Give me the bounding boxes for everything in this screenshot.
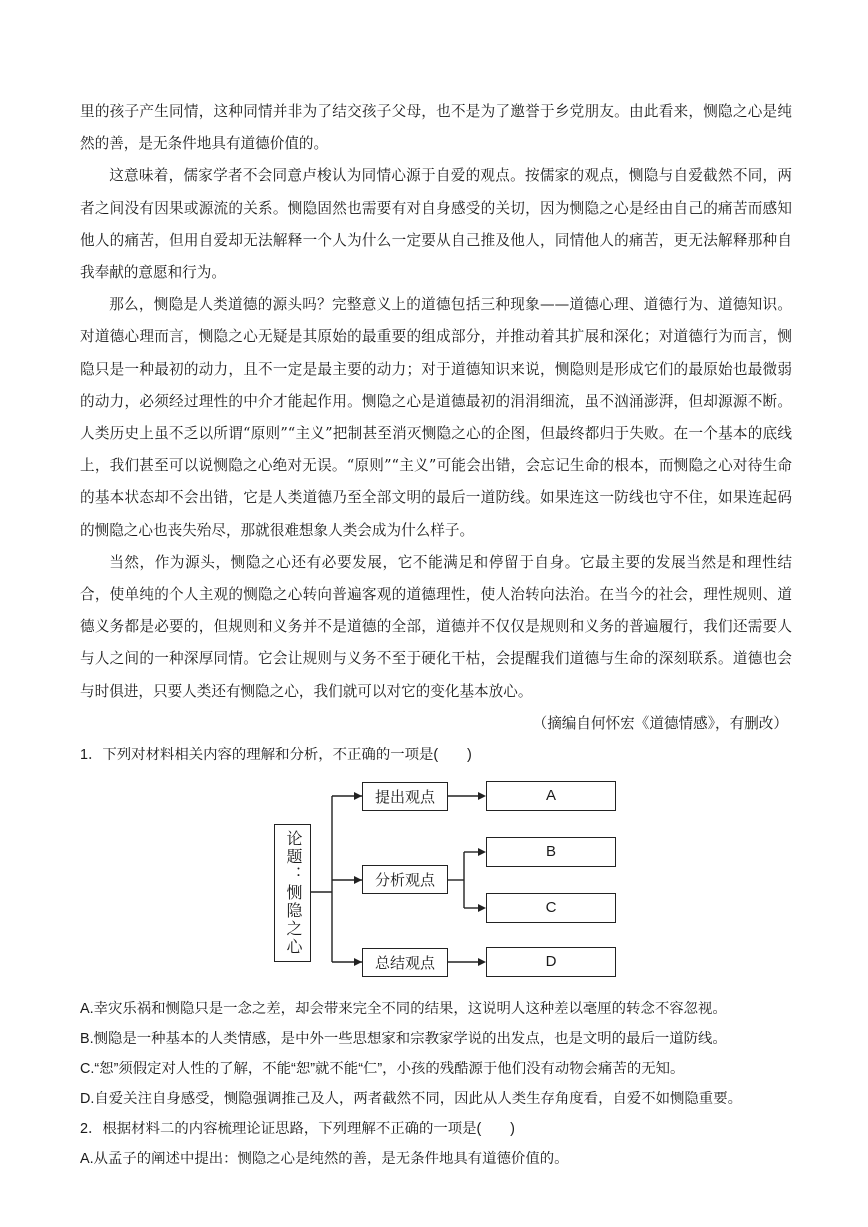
question-1-option-c: C.“恕”须假定对人性的了解，不能“恕”就不能“仁”，小孩的残酷源于他们没有动物会痛苦的无知。 [80,1060,685,1077]
argument-structure-diagram [80,772,792,990]
passage-paragraph-4: 当然，作为源头，恻隐之心还有必要发展，它不能满足和停留于自身。它最主要的发展当然是和理性结合，使单纯的个人主观的恻隐之心转向普遍客观的道德理性，使人治转向法治。在当今的社会，理性规则、道德义务都是必要的，但规则和义务并不是道德的全部，道德并不仅仅是规则和义务的普遍履行，我们还需要人与人之间的一种深厚同情。它会让规则与义务不至于硬化干枯，会提醒我们道德与生命的深刻联系。道德也会与时俱进，只要人类还有恻隐之心，我们就可以对它的变化基本放心。 [80,553,792,700]
question-2-option-a: A.从孟子的阐述中提出：恻隐之心是纯然的善，是无条件地具有道德价值的。 [80,1150,569,1167]
source-citation: （摘编自何怀宏《道德情感》，有删改） [532,714,788,732]
diagram-node-analyze: 分析观点 [362,865,448,894]
passage-paragraph-2: 这意味着，儒家学者不会同意卢梭认为同情心源于自爱的观点。按儒家的观点，恻隐与自爱截然不同，两者之间没有因果或源流的关系。恻隐固然也需要有对自身感受的关切，因为恻隐之心是经由自己的痛苦而感知他人的痛苦，但用自爱却无法解释一个人为什么一定要从自己推及他人，同情他人的痛苦，更无法解释那种自我奉献的意愿和行为。 [80,167,792,282]
question-1-option-b: B.恻隐是一种基本的人类情感，是中外一些思想家和宗教家学说的出发点，也是文明的最后一道防线。 [80,1030,727,1047]
document-page [80,96,792,1174]
question-1-option-a: A.幸灾乐祸和恻隐只是一念之差，却会带来完全不同的结果，这说明人这种差以毫厘的转念不容忽视。 [80,1000,727,1017]
diagram-node-propose: 提出观点 [362,782,448,811]
passage-paragraph-1: 里的孩子产生同情，这种同情并非为了结交孩子父母，也不是为了邀誉于乡党朋友。由此看来，恻隐之心是纯然的善，是无条件地具有道德价值的。 [80,103,792,153]
question-2-stem: 2．根据材料二的内容梳理论证思路，下列理解不正确的一项是( ) [80,1120,515,1137]
diagram-slot-d: D [486,947,616,977]
passage-paragraph-3: 那么，恻隐是人类道德的源头吗？完整意义上的道德包括三种现象——道德心理、道德行为、道德知识。对道德心理而言，恻隐之心无疑是其原始的最重要的组成部分，并推动着其扩展和深化；对道德行为而言，恻隐只是一种最初的动力，且不一定是最主要的动力；对于道德知识来说，恻隐则是形成它们的最原始也最微弱的动力，必须经过理性的中介才能起作用。恻隐之心是道德最初的涓涓细流，虽不汹涌澎湃，但却源源不断。人类历史上虽不乏以所谓“原则”“主义”把制甚至消灭恻隐之心的企图，但最终都归于失败。在一个基本的底线上，我们甚至可以说恻隐之心绝对无误。“原则”“主义”可能会出错，会忘记生命的根本，而恻隐之心对待生命的基本状态却不会出错，它是人类道德乃至全部文明的最后一道防线。如果连这一防线也守不住，如果连起码的恻隐之心也丧失殆尽，那就很难想象人类会成为什么样子。 [80,296,792,539]
diagram-topic-box: 论题：恻隐之心 [274,824,311,962]
diagram-slot-b: B [486,837,616,867]
question-1-stem: 1．下列对材料相关内容的理解和分析，不正确的一项是( ) [80,746,472,763]
diagram-slot-c: C [486,893,616,923]
diagram-node-summarize: 总结观点 [362,948,448,977]
question-1-option-d: D.自爱关注自身感受，恻隐强调推己及人，两者截然不同，因此从人类生存角度看，自爱不如恻隐重要。 [80,1090,742,1107]
diagram-slot-a: A [486,781,616,811]
